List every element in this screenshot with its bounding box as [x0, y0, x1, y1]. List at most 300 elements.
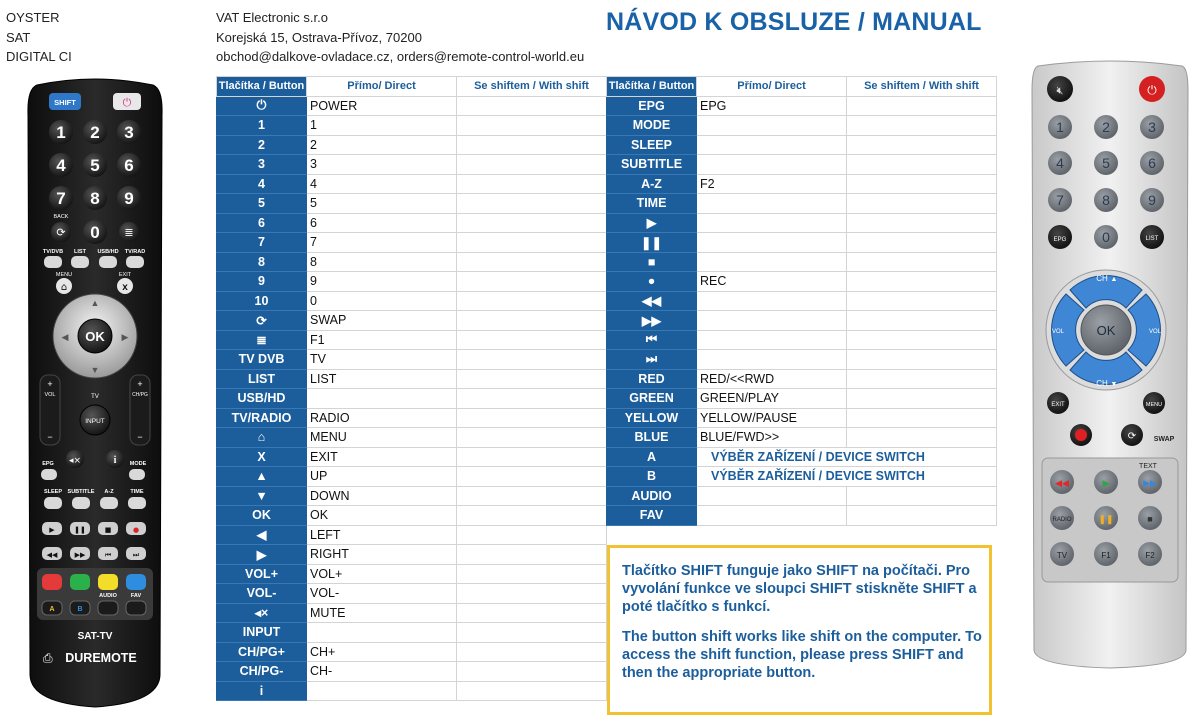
shift-note-box — [607, 545, 992, 715]
mode-label: MODE — [129, 461, 147, 467]
direct-function-cell: VOL- — [307, 584, 457, 604]
direct-function-cell: RED/<<RWD — [697, 369, 847, 389]
svg-text:+: + — [137, 379, 143, 389]
shift-function-cell — [457, 330, 607, 350]
shift-function-cell — [847, 330, 997, 350]
direct-function-cell: UP — [307, 467, 457, 487]
table-row — [607, 369, 997, 389]
play-icon: ▶ — [1102, 478, 1110, 488]
direct-function-cell — [697, 116, 847, 136]
button-name-cell: A — [607, 447, 697, 467]
table-row — [217, 467, 607, 487]
button-name-cell: ⌂ — [217, 428, 307, 448]
swap-label: SWAP — [1153, 436, 1175, 443]
mute-icon: 🔇︎ — [1056, 84, 1064, 97]
button-name-cell: i — [217, 681, 307, 701]
table-row — [217, 272, 607, 292]
direct-function-cell: 1 — [307, 116, 457, 136]
table-row — [607, 155, 997, 175]
mode-button[interactable] — [129, 469, 145, 480]
fav-button[interactable] — [126, 601, 146, 615]
direct-function-cell: EXIT — [307, 447, 457, 467]
direct-function-cell: 6 — [307, 213, 457, 233]
input-label: INPUT — [85, 418, 105, 425]
ch-label: CH/PG — [132, 392, 148, 398]
shift-function-cell — [847, 506, 997, 526]
direct-function-cell — [697, 506, 847, 526]
stop-icon: ■ — [104, 526, 112, 534]
button-name-cell: INPUT — [217, 623, 307, 643]
button-name-cell: FAV — [607, 506, 697, 526]
table-row — [217, 447, 607, 467]
list-icon: ≣ — [124, 226, 134, 239]
shift-function-cell — [457, 194, 607, 214]
power-icon: ⏻ — [122, 96, 132, 109]
direct-function-cell: 9 — [307, 272, 457, 292]
shift-function-cell — [457, 408, 607, 428]
button-name-cell: 1 — [217, 116, 307, 136]
right-arrow-icon: ▶ — [121, 332, 129, 342]
direct-function-cell — [697, 135, 847, 155]
brand-label: DUREMOTE — [65, 651, 137, 665]
table-row — [217, 584, 607, 604]
usbhd-button[interactable] — [99, 256, 117, 268]
epg-label: EPG — [42, 461, 54, 467]
button-name-cell: CH/PG+ — [217, 642, 307, 662]
shift-function-cell — [847, 291, 997, 311]
list-label: LIST — [1145, 236, 1159, 242]
table-row — [217, 564, 607, 584]
table-row — [217, 311, 607, 331]
table-header-row — [217, 77, 607, 97]
table-row — [217, 291, 607, 311]
digit-6: 6 — [124, 156, 134, 175]
direct-function-cell: 0 — [307, 291, 457, 311]
direct-function-cell: POWER — [307, 96, 457, 116]
table-row — [217, 330, 607, 350]
button-name-cell: ▼ — [217, 486, 307, 506]
digit-7: 7 — [1056, 192, 1064, 208]
button-name-cell: YELLOW — [607, 408, 697, 428]
button-name-cell: 8 — [217, 252, 307, 272]
play-icon: ▶ — [49, 526, 55, 534]
shift-function-cell — [847, 369, 997, 389]
button-name-cell: A-Z — [607, 174, 697, 194]
table-row — [607, 350, 997, 370]
shift-function-cell — [457, 623, 607, 643]
table-row — [607, 194, 997, 214]
shift-function-cell — [457, 428, 607, 448]
radio-label: RADIO — [1052, 517, 1072, 523]
shift-function-cell — [457, 389, 607, 409]
mute-icon: ◂× — [68, 456, 82, 466]
direct-function-cell — [697, 155, 847, 175]
col-header-direct: Přímo/ Direct — [307, 77, 457, 97]
digit-6: 6 — [1148, 155, 1156, 171]
shift-function-cell — [847, 96, 997, 116]
table-row — [217, 369, 607, 389]
shift-function-cell — [847, 486, 997, 506]
left-remote-image — [25, 75, 165, 710]
right-remote-image — [1030, 60, 1190, 670]
col-header-direct: Přímo/ Direct — [697, 77, 847, 97]
direct-function-cell: CH+ — [307, 642, 457, 662]
shift-function-cell — [847, 135, 997, 155]
company-emails: obchod@dalkove-ovladace.cz, orders@remote-control-world.eu — [216, 49, 585, 64]
duremote-logo-icon: ⎙ — [43, 651, 53, 665]
table-row — [217, 506, 607, 526]
svg-text:−: − — [137, 432, 143, 442]
shift-function-cell — [457, 116, 607, 136]
rec-icon: ● — [132, 526, 140, 534]
button-table-left — [216, 76, 607, 701]
button-name-cell: 10 — [217, 291, 307, 311]
shift-function-cell — [457, 252, 607, 272]
direct-function-cell: 5 — [307, 194, 457, 214]
button-name-cell: CH/PG- — [217, 662, 307, 682]
shift-function-cell — [847, 389, 997, 409]
left-arrow-icon: ◀ — [61, 332, 69, 342]
shift-function-cell — [847, 428, 997, 448]
button-name-cell: ⏮ — [607, 330, 697, 350]
direct-function-cell: F1 — [307, 330, 457, 350]
sleep-label: SLEEP — [43, 489, 63, 495]
fast-forward-icon: ▶▶ — [74, 551, 86, 559]
device-switch-cell: VÝBĚR ZAŘÍZENÍ / DEVICE SWITCH — [697, 467, 997, 487]
digit-1: 1 — [1056, 119, 1064, 135]
prev-icon: ⏮ — [104, 551, 112, 559]
direct-function-cell: MENU — [307, 428, 457, 448]
table-row — [607, 447, 997, 467]
shift-function-cell — [457, 369, 607, 389]
shift-function-cell — [457, 525, 607, 545]
button-name-cell: ❚❚ — [607, 233, 697, 253]
home-icon: ⌂ — [60, 282, 68, 293]
company-info — [216, 8, 584, 67]
table-row — [217, 135, 607, 155]
shift-function-cell — [457, 603, 607, 623]
green-button[interactable] — [70, 574, 90, 590]
direct-function-cell: SWAP — [307, 311, 457, 331]
table-row — [607, 428, 997, 448]
shift-note-cz: Tlačítko SHIFT funguje jako SHIFT na počítači. Pro vyvolání funkce ve sloupci SHIFT stiskněte SHIFT a poté tlačítko s funkcí. — [622, 563, 977, 615]
rewind-icon: ◀◀ — [46, 551, 58, 559]
table-row — [607, 116, 997, 136]
vol-label: VOL — [44, 392, 56, 398]
table-row — [217, 681, 607, 701]
direct-function-cell: BLUE/FWD>> — [697, 428, 847, 448]
table-row — [607, 467, 997, 487]
button-name-cell: X — [217, 447, 307, 467]
button-name-cell: 4 — [217, 174, 307, 194]
red-button[interactable] — [42, 574, 62, 590]
button-name-cell: 9 — [217, 272, 307, 292]
table-row — [607, 486, 997, 506]
shift-function-cell — [457, 135, 607, 155]
button-name-cell: BLUE — [607, 428, 697, 448]
button-name-cell: TV/RADIO — [217, 408, 307, 428]
table-row — [607, 213, 997, 233]
digit-8: 8 — [1102, 192, 1110, 208]
button-name-cell: ⏭ — [607, 350, 697, 370]
button-name-cell: ▶ — [607, 213, 697, 233]
table-row — [217, 389, 607, 409]
table-row — [217, 233, 607, 253]
pause-icon: ❚❚ — [74, 526, 86, 534]
digit-9: 9 — [1148, 192, 1156, 208]
digit-8: 8 — [90, 189, 100, 208]
vol-left-label: VOL — [1051, 329, 1065, 335]
shift-note-en: The button shift works like shift on the computer. To access the shift function, please press SHIFT and then the appropriate button. — [622, 629, 982, 681]
button-name-cell: MODE — [607, 116, 697, 136]
table-row — [607, 233, 997, 253]
table-row — [217, 96, 607, 116]
time-button[interactable] — [128, 497, 146, 509]
tvrad-label: TV/RAD — [124, 249, 146, 255]
svg-text:+: + — [47, 379, 53, 389]
menu-label: MENU — [1145, 402, 1163, 408]
button-name-cell: ⟳ — [217, 311, 307, 331]
table-row — [217, 350, 607, 370]
table-row — [217, 428, 607, 448]
az-label: A-Z — [104, 489, 114, 495]
page-title: NÁVOD K OBSLUZE / MANUAL — [606, 8, 982, 36]
shift-function-cell — [457, 291, 607, 311]
audio-button[interactable] — [98, 601, 118, 615]
shift-function-cell — [847, 311, 997, 331]
direct-function-cell — [697, 311, 847, 331]
button-name-cell: 2 — [217, 135, 307, 155]
direct-function-cell: RADIO — [307, 408, 457, 428]
usbhd-label: USB/HD — [97, 249, 119, 255]
epg-button[interactable] — [41, 469, 57, 480]
shift-function-cell — [457, 642, 607, 662]
button-name-cell: ◂× — [217, 603, 307, 623]
button-name-cell: OK — [217, 506, 307, 526]
table-row — [607, 506, 997, 526]
exit-label: EXIT — [1051, 402, 1065, 408]
rec-icon — [1075, 429, 1087, 441]
direct-function-cell: MUTE — [307, 603, 457, 623]
time-label: TIME — [130, 489, 144, 495]
button-name-cell: VOL+ — [217, 564, 307, 584]
table-row — [217, 174, 607, 194]
col-header-button: Tlačítka / Button — [217, 77, 307, 97]
col-header-button: Tlačítka / Button — [607, 77, 697, 97]
f2-label: F2 — [1145, 551, 1155, 560]
button-name-cell: 6 — [217, 213, 307, 233]
digit-3: 3 — [1148, 119, 1156, 135]
direct-function-cell: 7 — [307, 233, 457, 253]
direct-function-cell: 2 — [307, 135, 457, 155]
sleep-button[interactable] — [44, 497, 62, 509]
table-row — [217, 408, 607, 428]
svg-text:−: − — [47, 432, 53, 442]
direct-function-cell — [697, 291, 847, 311]
table-row — [217, 603, 607, 623]
table-row — [607, 311, 997, 331]
text-label: TEXT — [1139, 463, 1157, 470]
direct-function-cell: EPG — [697, 96, 847, 116]
direct-function-cell: DOWN — [307, 486, 457, 506]
model-info — [6, 8, 72, 67]
pause-icon: ❚❚ — [1098, 514, 1114, 524]
subtitle-label: SUBTITLE — [67, 489, 95, 495]
blue-button[interactable] — [126, 574, 146, 590]
model-line-3: DIGITAL CI — [6, 49, 72, 64]
ch-up-label: CH — [1096, 274, 1108, 283]
shift-function-cell — [847, 116, 997, 136]
digit-4: 4 — [56, 156, 66, 175]
shift-function-cell — [847, 155, 997, 175]
list-button[interactable] — [71, 256, 89, 268]
b-label: B — [77, 606, 83, 613]
yellow-button[interactable] — [98, 574, 118, 590]
table-row — [607, 330, 997, 350]
digit-0: 0 — [1102, 229, 1110, 245]
shift-function-cell — [847, 174, 997, 194]
direct-function-cell — [697, 252, 847, 272]
menu-label: MENU — [55, 272, 73, 278]
digit-1: 1 — [56, 123, 66, 142]
shift-label: SHIFT — [54, 98, 76, 107]
shift-function-cell — [457, 213, 607, 233]
direct-function-cell — [697, 486, 847, 506]
svg-text:▲: ▲ — [1110, 276, 1118, 283]
direct-function-cell: F2 — [697, 174, 847, 194]
digit-3: 3 — [124, 123, 134, 142]
info-icon: i — [113, 455, 117, 466]
button-table-right — [606, 76, 997, 526]
direct-function-cell — [307, 623, 457, 643]
button-name-cell: B — [607, 467, 697, 487]
direct-function-cell: REC — [697, 272, 847, 292]
fav-label: FAV — [130, 593, 142, 599]
power-icon: ⏻ — [1147, 83, 1157, 97]
model-label: SAT-TV — [77, 631, 113, 642]
ok-label: OK — [85, 329, 105, 344]
digit-2: 2 — [90, 123, 100, 142]
direct-function-cell: GREEN/PLAY — [697, 389, 847, 409]
az-button[interactable] — [100, 497, 118, 509]
fast-forward-icon: ▶▶ — [1143, 478, 1157, 488]
digit-2: 2 — [1102, 119, 1110, 135]
button-name-cell: TIME — [607, 194, 697, 214]
swap-icon: ⟳ — [1127, 431, 1137, 442]
table-row — [217, 116, 607, 136]
model-line-1: OYSTER — [6, 10, 60, 25]
shift-function-cell — [847, 233, 997, 253]
table-row — [217, 642, 607, 662]
table-row — [607, 135, 997, 155]
button-name-cell: ▶▶ — [607, 311, 697, 331]
button-name-cell: 5 — [217, 194, 307, 214]
shift-function-cell — [457, 467, 607, 487]
button-name-cell: GREEN — [607, 389, 697, 409]
direct-function-cell — [697, 350, 847, 370]
direct-function-cell: RIGHT — [307, 545, 457, 565]
table-row — [217, 623, 607, 643]
button-name-cell: ■ — [607, 252, 697, 272]
table-row — [607, 272, 997, 292]
audio-label: AUDIO — [99, 593, 117, 599]
direct-function-cell — [697, 213, 847, 233]
shift-function-cell — [847, 350, 997, 370]
direct-function-cell — [307, 681, 457, 701]
shift-function-cell — [457, 174, 607, 194]
shift-function-cell — [457, 662, 607, 682]
exit-x-icon: x — [122, 282, 128, 293]
col-header-shift: Se shiftem / With shift — [457, 77, 607, 97]
direct-function-cell — [307, 389, 457, 409]
svg-text:▼: ▼ — [1110, 381, 1118, 388]
shift-function-cell — [847, 194, 997, 214]
button-name-cell: ⏻ — [217, 96, 307, 116]
direct-function-cell: YELLOW/PAUSE — [697, 408, 847, 428]
button-name-cell: ● — [607, 272, 697, 292]
shift-function-cell — [847, 213, 997, 233]
shift-function-cell — [457, 564, 607, 584]
button-name-cell: AUDIO — [607, 486, 697, 506]
table-row — [607, 291, 997, 311]
shift-function-cell — [457, 545, 607, 565]
table-row — [607, 96, 997, 116]
table-row — [217, 545, 607, 565]
model-line-2: SAT — [6, 29, 31, 45]
direct-function-cell: CH- — [307, 662, 457, 682]
direct-function-cell: VOL+ — [307, 564, 457, 584]
shift-function-cell — [457, 486, 607, 506]
table-row — [607, 174, 997, 194]
button-name-cell: LIST — [217, 369, 307, 389]
subtitle-button[interactable] — [72, 497, 90, 509]
direct-function-cell — [697, 233, 847, 253]
table-row — [217, 486, 607, 506]
a-label: A — [49, 606, 55, 613]
direct-function-cell: TV — [307, 350, 457, 370]
table-row — [217, 662, 607, 682]
direct-function-cell: LIST — [307, 369, 457, 389]
tvrad-button[interactable] — [126, 256, 144, 268]
tvdvb-button[interactable] — [44, 256, 62, 268]
table-row — [607, 389, 997, 409]
table-row — [217, 155, 607, 175]
button-name-cell: ≣ — [217, 330, 307, 350]
epg-label: EPG — [1053, 237, 1067, 243]
shift-function-cell — [457, 233, 607, 253]
button-name-cell: SUBTITLE — [607, 155, 697, 175]
button-name-cell: VOL- — [217, 584, 307, 604]
swap-icon: ⟳ — [56, 226, 66, 239]
table-row — [217, 252, 607, 272]
shift-function-cell — [457, 155, 607, 175]
direct-function-cell: LEFT — [307, 525, 457, 545]
direct-function-cell: 8 — [307, 252, 457, 272]
device-switch-cell: VÝBĚR ZAŘÍZENÍ / DEVICE SWITCH — [697, 447, 997, 467]
rewind-icon: ◀◀ — [1055, 478, 1069, 488]
digit-9: 9 — [124, 189, 134, 208]
shift-function-cell — [457, 681, 607, 701]
list-label: LIST — [74, 249, 86, 255]
exit-label: EXIT — [118, 272, 132, 278]
shift-function-cell — [847, 408, 997, 428]
button-name-cell: RED — [607, 369, 697, 389]
shift-function-cell — [457, 96, 607, 116]
button-name-cell: ◀◀ — [607, 291, 697, 311]
vol-right-label: VOL — [1148, 329, 1162, 335]
digit-0: 0 — [90, 223, 100, 242]
tv-label: TV — [1056, 551, 1068, 560]
